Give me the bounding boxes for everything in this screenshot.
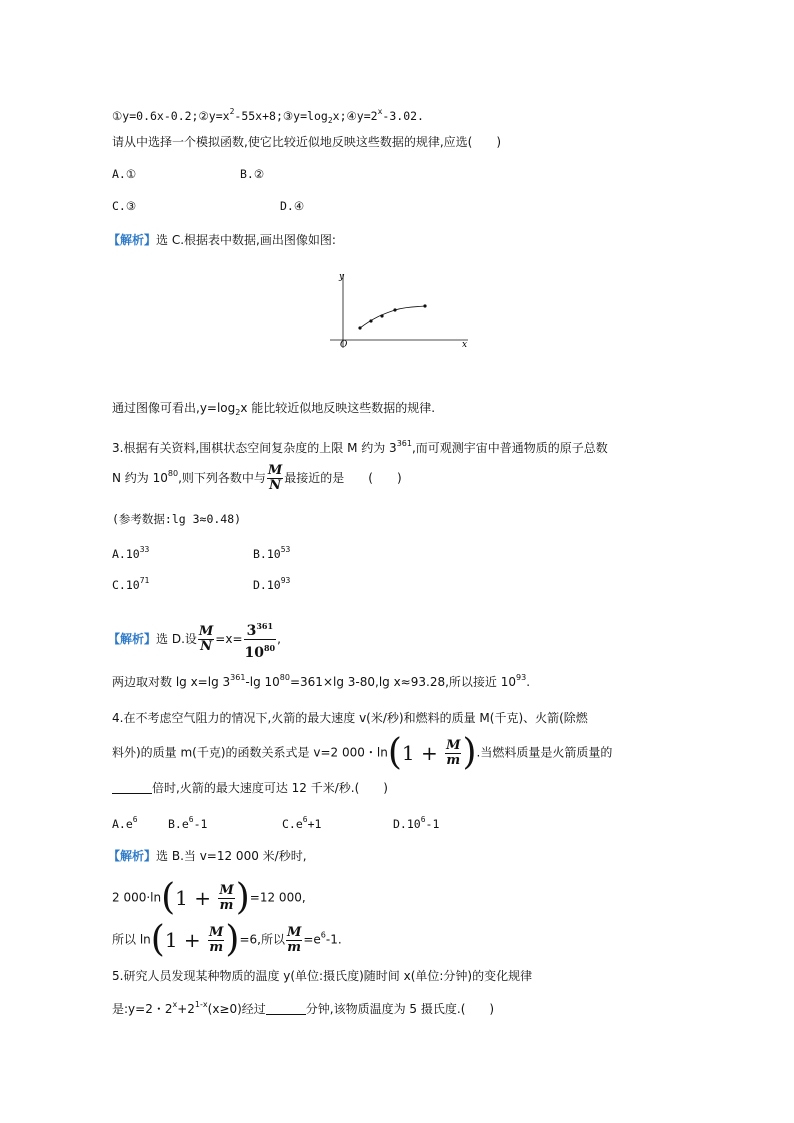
log-graph bbox=[325, 268, 475, 350]
q4-line1: 4.在不考虑空气阻力的情况下,火箭的最大速度 v(米/秒)和燃料的质量 M(千克)、火箭(除燃 bbox=[112, 711, 588, 725]
data-point bbox=[358, 326, 361, 329]
q4-line3: 倍时,火箭的最大速度可达 12 千米/秒.( ) bbox=[112, 778, 388, 798]
fraction-3-361-over-10-80: $\frac{3^{361}}{10^{80}}$ bbox=[244, 621, 276, 661]
answer-tag: 【解析】 bbox=[108, 849, 157, 863]
q5-line1: 5.研究人员发现某种物质的温度 y(单位:摄氏度)随时间 x(单位:分钟)的变化规律 bbox=[112, 969, 533, 983]
fraction-M-over-m: $\frac{M}{m}$ bbox=[446, 737, 461, 768]
fraction-M-over-m: $\frac{M}{m}$ bbox=[209, 924, 224, 955]
q3-option-a[interactable]: $A.10^{33}$ bbox=[112, 545, 150, 561]
x-axis-label: x bbox=[462, 340, 468, 350]
fraction-M-over-N: $\frac{M}{N}$ bbox=[198, 624, 214, 654]
q3-option-b[interactable]: $B.10^{53}$ bbox=[253, 545, 291, 561]
q3-line2: N 约为 $10^{80}$,则下列各数中与 $\frac{M}{N}$ 最接近的是 ( ) bbox=[112, 463, 402, 493]
q2-question: 请从中选择一个模拟函数,使它比较近似地反映这些数据的规律,应选( ) bbox=[112, 135, 501, 149]
q4-option-b[interactable]: $B.e^6-1$ bbox=[168, 815, 208, 831]
q2-option-c[interactable]: C.③ bbox=[112, 199, 137, 213]
answer-tag: 【解析】 bbox=[108, 632, 157, 646]
answer-blank bbox=[266, 1002, 306, 1015]
data-point bbox=[423, 304, 426, 307]
data-point bbox=[369, 319, 372, 322]
answer-blank bbox=[112, 781, 152, 794]
q4-option-c[interactable]: $C.e^6+1$ bbox=[282, 815, 322, 831]
q2-conclusion: 通过图像可看出$,y=\log_2x$ 能比较近似地反映这些数据的规律. bbox=[112, 401, 436, 417]
origin-label: O bbox=[340, 340, 348, 350]
q2-option-d[interactable]: D.④ bbox=[280, 199, 305, 213]
model-functions: $①y=0.6x-0.2;②y=x^2-55x+8;③y=\log_2x;④y=2^x-3.02$. bbox=[112, 107, 424, 125]
q4-step2: 所以 ln(1 + $\frac{M}{m}$ )=6,所以 $\frac{M}{m}$ $=e^6-1$. bbox=[112, 919, 342, 960]
log-curve bbox=[360, 306, 425, 328]
q4-line2: 料外)的质量 m(千克)的函数关系式是 v=2 000・ln(1 + $\frac{M}{m}$ ).当燃料质量是火箭质量的 bbox=[112, 732, 613, 773]
q3-line1: 3.根据有关资料,围棋状态空间复杂度的上限 M 约为 $3^{361}$,而可观测宇宙中普通物质的原子总数 bbox=[112, 439, 608, 455]
data-point bbox=[380, 314, 383, 317]
q3-option-d[interactable]: $D.10^{93}$ bbox=[253, 576, 291, 592]
q2-option-b[interactable]: B.② bbox=[240, 167, 265, 181]
q4-answer: 【解析】选 B.当 v=12 000 米/秒时, bbox=[108, 849, 307, 863]
q4-option-d[interactable]: $D.10^6-1$ bbox=[393, 815, 440, 831]
q3-option-c[interactable]: $C.10^{71}$ bbox=[112, 576, 150, 592]
q3-calculation: 两边取对数 lg x=lg $3^{361}-\lg$ $10^{80}=361\times\lg$ 3-80,lg x≈93.28,所以接近 $10^{93}$. bbox=[112, 673, 531, 689]
fraction-M-over-m: $\frac{M}{m}$ bbox=[286, 924, 302, 955]
q2-option-a[interactable]: A.① bbox=[112, 167, 137, 181]
answer-tag: 【解析】 bbox=[108, 233, 157, 247]
q4-option-a[interactable]: $A.e^6$ bbox=[112, 815, 138, 831]
y-axis-label: y bbox=[339, 272, 345, 282]
q5-line2: 是:y=2・$2^x+2^{1-x}(x\ge 0)$经过 分钟,该物质温度为 5 摄氏度.( ) bbox=[112, 1000, 495, 1016]
fraction-M-over-m: $\frac{M}{m}$ bbox=[219, 882, 234, 913]
q2-answer: 【解析】选 C.根据表中数据,画出图像如图: bbox=[108, 233, 336, 247]
q3-answer: 【解析】选 D.设 $\frac{M}{N}$ =x= $\frac{3^{361}}{10^{80}}$ , bbox=[108, 618, 281, 661]
fraction-M-over-N: $\frac{M}{N}$ bbox=[267, 463, 283, 493]
data-point bbox=[393, 308, 396, 311]
q4-step1: 2 000·ln(1 + $\frac{M}{m}$ )=12 000, bbox=[112, 877, 306, 918]
q3-reference: (参考数据:lg 3≈0.48) bbox=[112, 512, 242, 526]
